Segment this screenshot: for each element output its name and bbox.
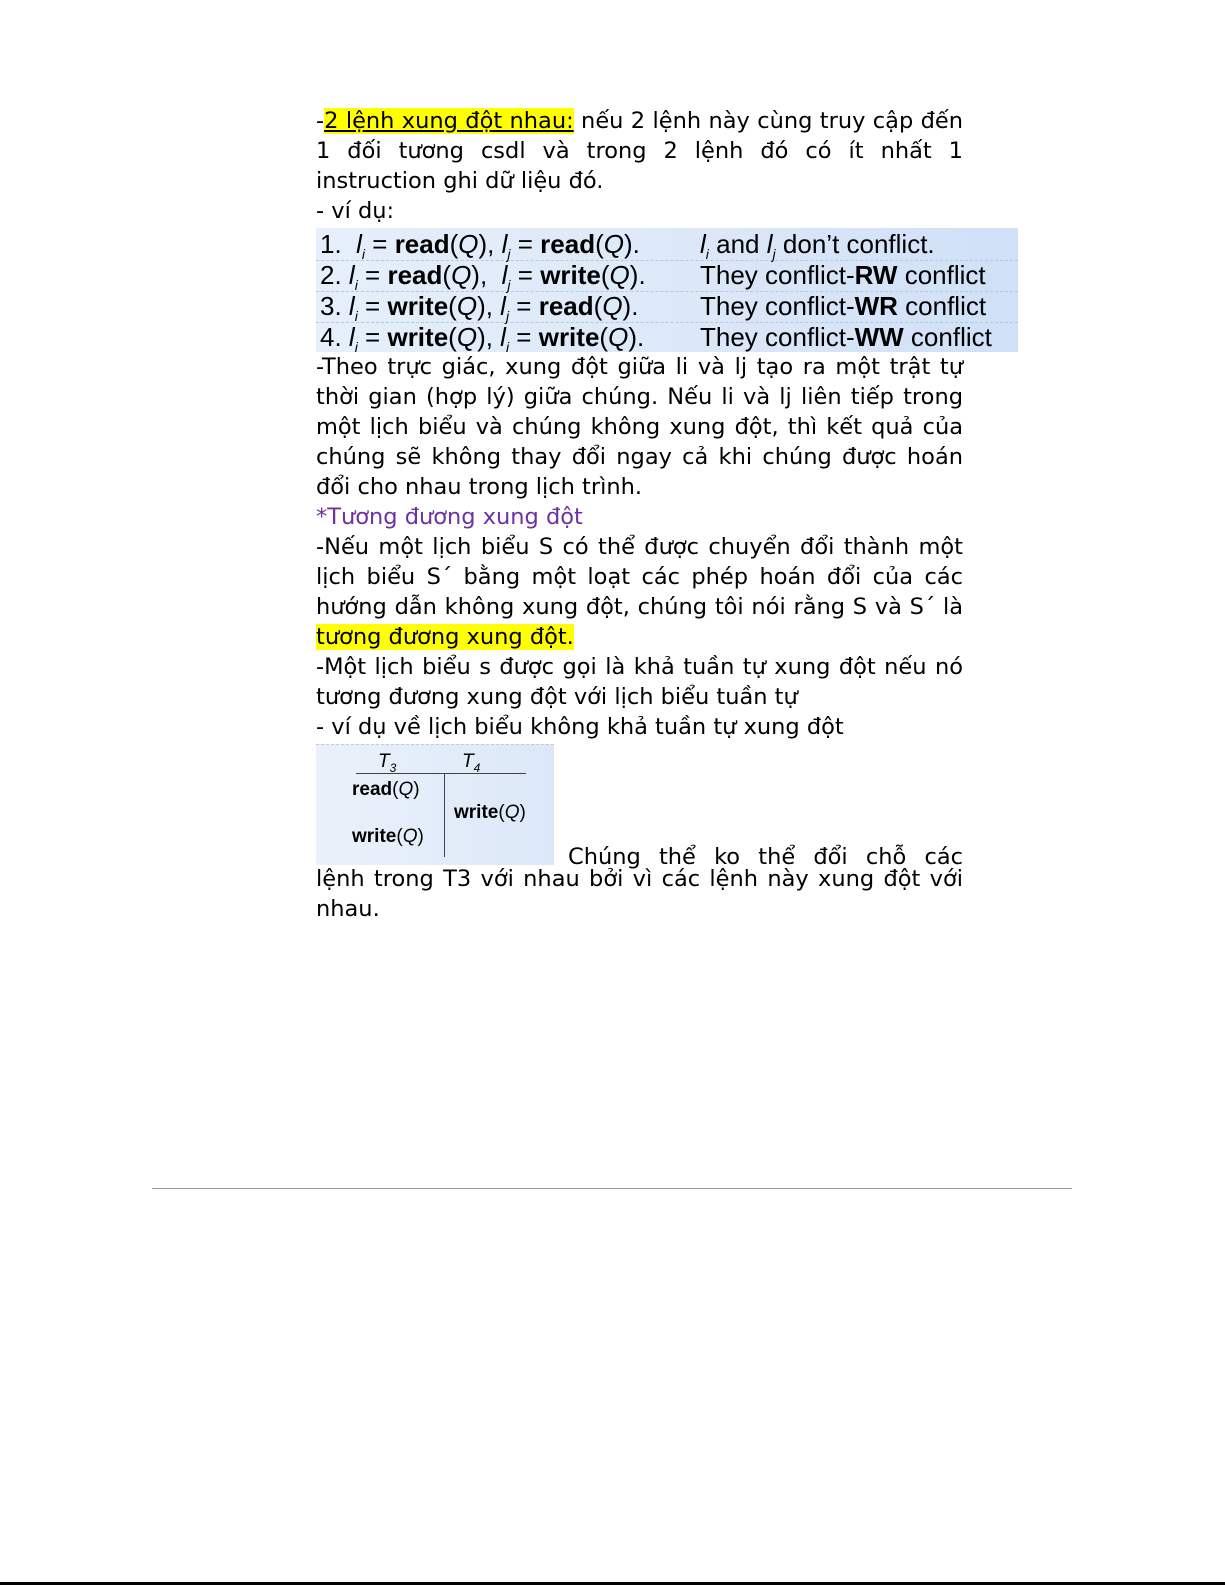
schedule-image — [316, 744, 554, 865]
conflict-definition-paragraph: -2 lệnh xung đột nhau: nếu 2 lệnh này cùng truy cập đến 1 đối tương csdl và trong 2 lệnh đó có ít nhất 1 instruction ghi dữ liệu đó. — [316, 108, 963, 194]
column-divider — [444, 773, 445, 857]
t3-read-op: read(Q) — [352, 779, 420, 800]
schedule-example — [316, 744, 963, 870]
non-serializable-example-label: - ví dụ về lịch biểu không khả tuần tự xung đột — [316, 714, 844, 740]
t3-write-op: write(Q) — [352, 826, 424, 847]
intuition-paragraph: -Theo trực giác, xung đột giữa li và lj tạo ra một trật tự thời gian (hợp lý) giữa chúng. Nếu li và lj liên tiếp trong một lịch biểu và chúng không xung đột, thì kết quả của chúng sẽ không thay đổi ngay cả khi chúng được hoán đổi cho nhau trong lịch trình. — [316, 354, 963, 500]
t4-write-op: write(Q) — [454, 802, 526, 823]
t4-header: $T_4$ — [462, 751, 481, 775]
conflict-examples-image: 1. $l_i$ = read(Q), $l_j$ = read(Q). $l_i$ and $l_j$ don’t conflict. 2. $l_i$ = read(Q), $l_j$ = write(Q). They conflict-RW conflict 3. $l_i$ = write(Q), $l_j$ = read(Q). They conflict-WR conflict 4. $l_i$ = write(Q), $l_i$ = write(Q). They conflict-WW conflict — [316, 228, 1018, 352]
schedule-explanation: lệnh trong T3 với nhau bởi vì các lệnh này xung đột với nhau. — [316, 866, 963, 922]
section-heading: *Tương đương xung đột — [316, 504, 583, 530]
t3-header: $T_3$ — [378, 751, 397, 775]
header-rule — [356, 773, 526, 774]
conflict-equivalence-paragraph: -Nếu một lịch biểu S có thể được chuyển đổi thành một lịch biểu S´ bằng một loạt các phép hoán đổi của các hướng dẫn không xung đột, chúng tôi nói rằng S và S´ là tương đương xung đột. — [316, 534, 963, 650]
conflict-serializable-paragraph: -Một lịch biểu s được gọi là khả tuần tự xung đột nếu nó tương đương xung đột với lịch biểu tuần tự — [316, 654, 963, 710]
highlighted-term: tương đương xung đột. — [316, 624, 574, 650]
document-body — [316, 106, 992, 924]
highlighted-term: 2 lệnh xung đột nhau: — [324, 108, 574, 134]
example-label: - ví dụ: — [316, 198, 395, 224]
page-divider — [152, 1188, 1072, 1189]
schedule-explanation-first-line: Chúng thể ko thể đổi chỗ các — [568, 844, 963, 870]
